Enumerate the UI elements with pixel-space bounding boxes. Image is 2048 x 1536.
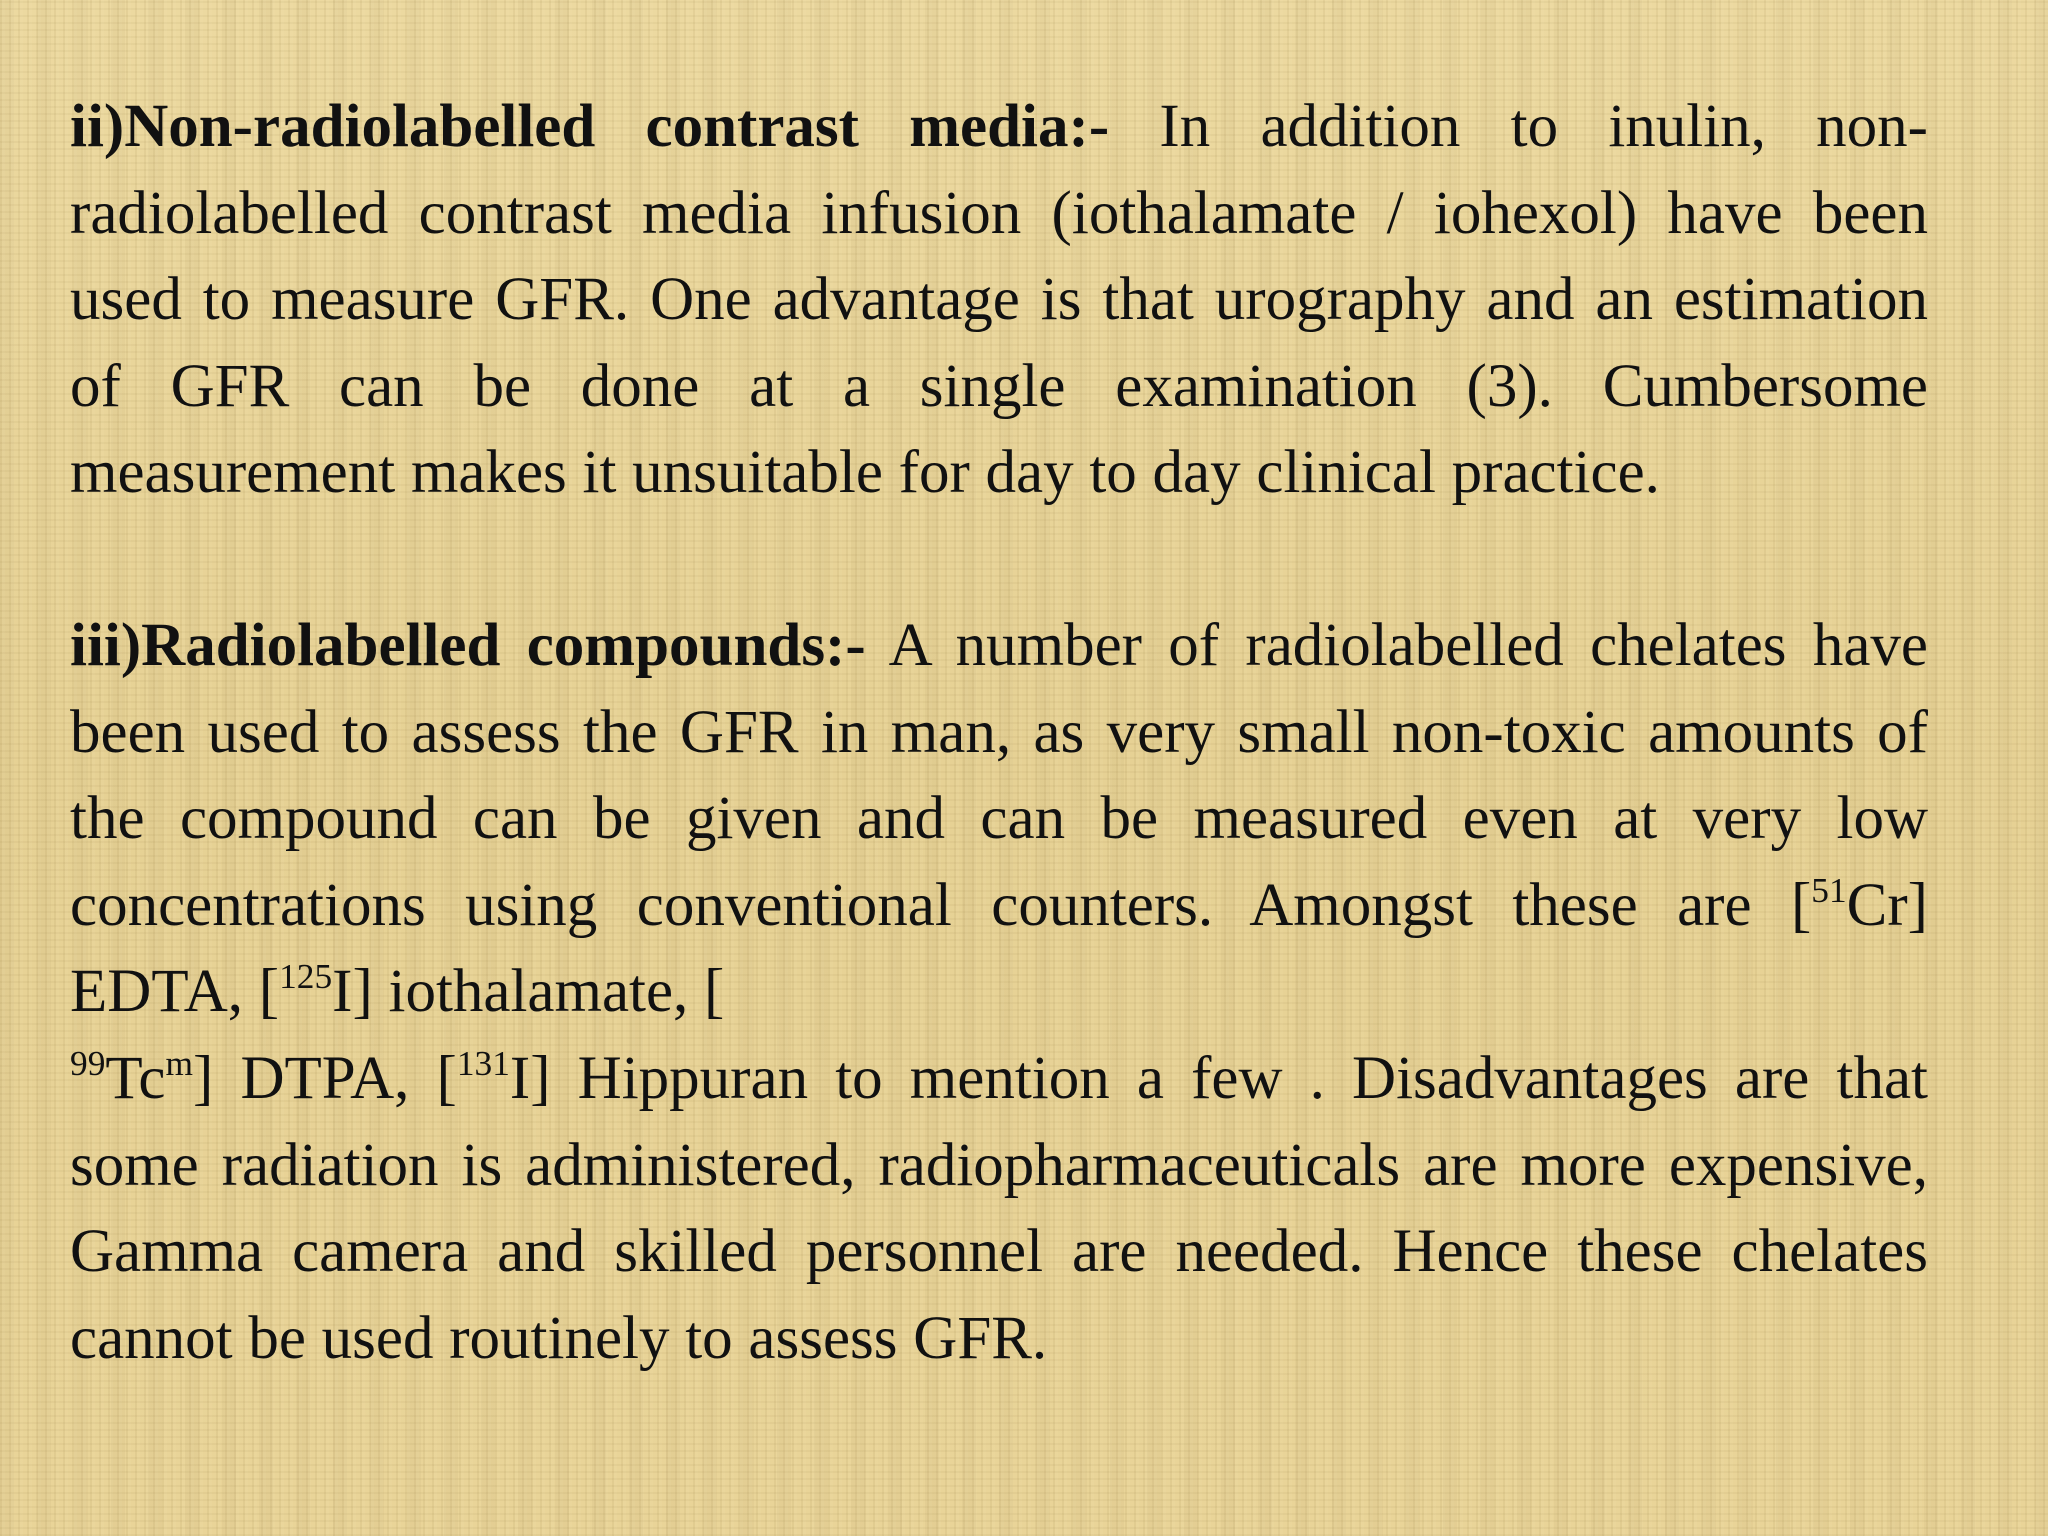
tc99m-metastable-marker: m — [165, 1042, 193, 1083]
section-iii-heading: iii)Radiolabelled compounds:- — [70, 611, 866, 679]
section-ii-body: In addition to inulin, non-radiolabelled contrast media infusion (iothalamate / iohexol) have been used to measure GFR. One advantage is that urography and an estimation of GFR can be done at a single examination (3). Cumbersome measurement makes it unsuitable for day to day clinical practice. — [70, 93, 1928, 507]
tc-symbol: Tc — [105, 1044, 166, 1112]
i125-iothalamate-text: I] iothalamate, [ — [332, 958, 725, 1026]
cr51-edta-text: Cr] EDTA, [ — [70, 871, 1928, 1026]
slide-content — [70, 84, 1928, 1382]
section-iii-body-intro: A number of radiolabelled chelates have been used to assess the GFR in man, as very small non-toxic amounts of the compound can be given and can be measured even at very low concentrations using conventional counters. Amongst these are [ — [70, 611, 1928, 939]
i125-mass-number: 125 — [279, 956, 333, 997]
tc99m-mass-number: 99 — [70, 1042, 106, 1083]
cr51-mass-number: 51 — [1811, 869, 1847, 910]
i131-mass-number: 131 — [456, 1042, 510, 1083]
paragraph-radiolabelled-compounds — [70, 603, 1928, 1382]
paragraph-non-radiolabelled-contrast-media — [70, 84, 1928, 517]
section-ii-heading: ii)Non-radiolabelled contrast media:- — [70, 93, 1110, 160]
tc99m-dtpa-text: ] DTPA, [ — [192, 1044, 457, 1112]
section-iii-body-outro: I] Hippuran to mention a few . Disadvantages are that some radiation is administered, radiopharmaceuticals are more expensive, Gamma camera and skilled personnel are needed. Hence these chelates cannot be used routinely to assess GFR. — [70, 1044, 1928, 1372]
